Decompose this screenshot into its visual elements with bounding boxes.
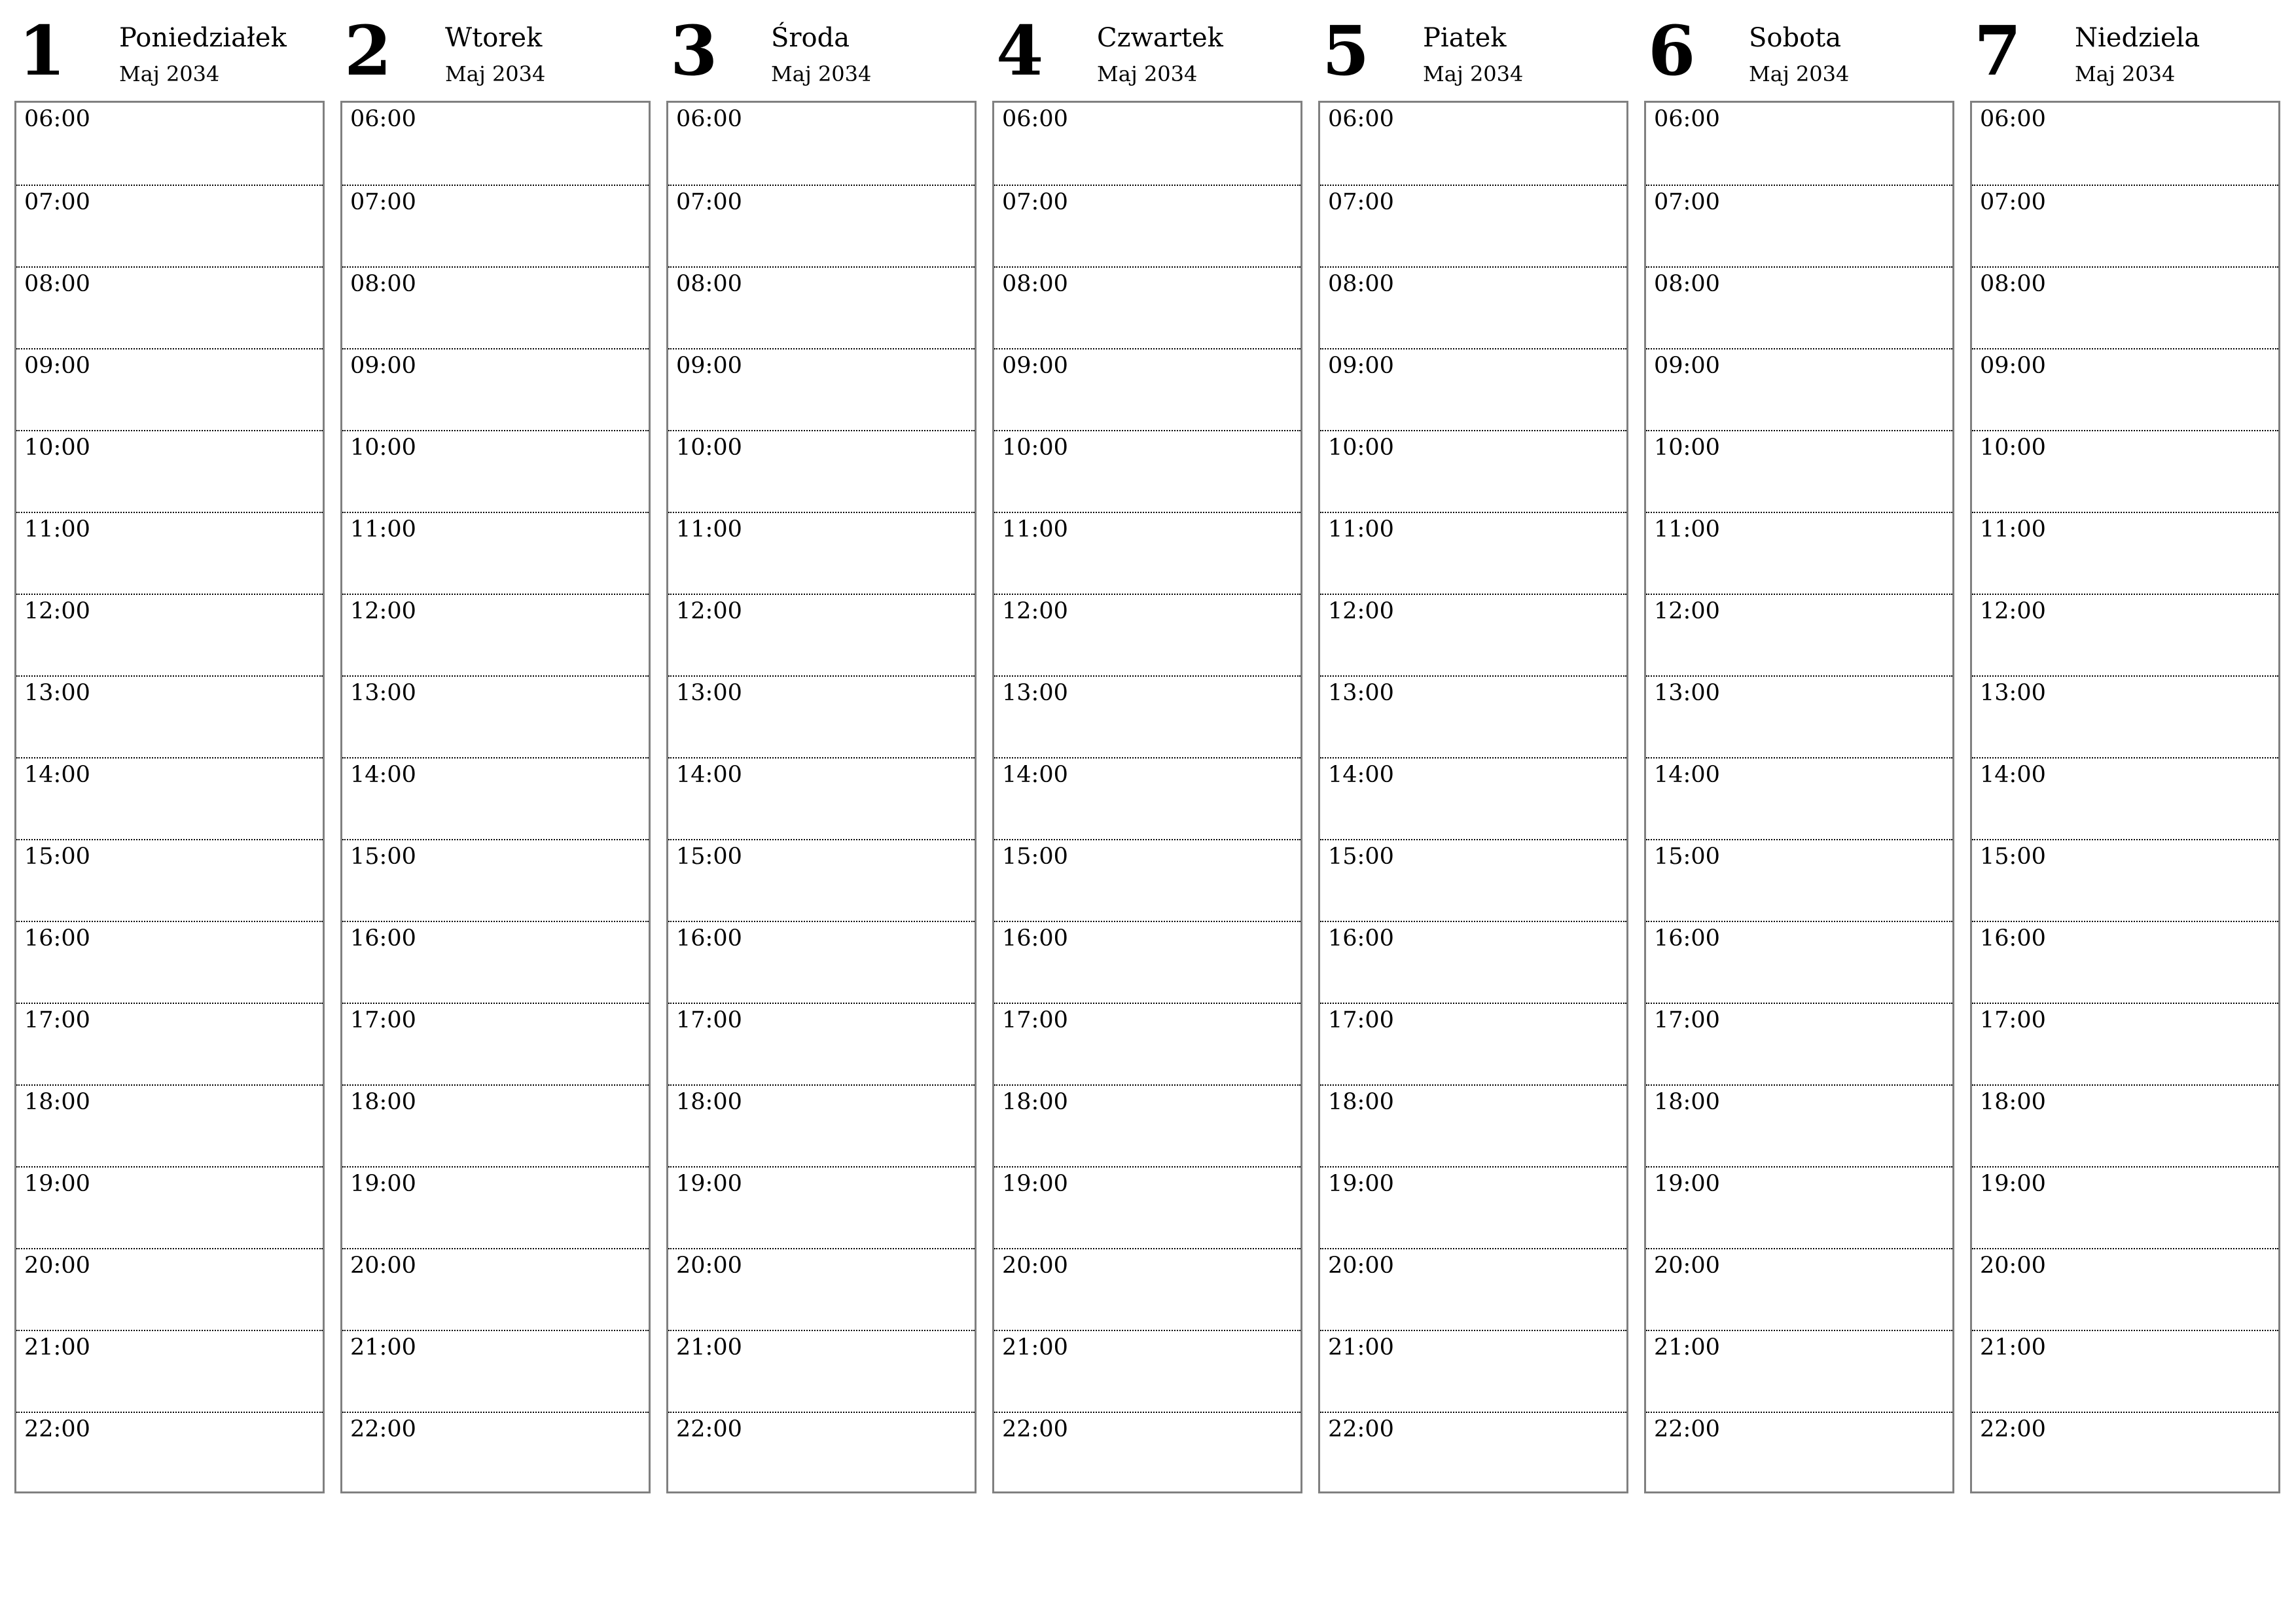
hour-label: 09:00 xyxy=(676,353,742,379)
hour-slot[interactable] xyxy=(668,185,975,266)
day-name: Piatek xyxy=(1423,23,1507,53)
hour-slot[interactable] xyxy=(994,839,1300,921)
hour-label: 14:00 xyxy=(1654,762,1720,788)
hour-slot[interactable] xyxy=(342,430,649,512)
day-header xyxy=(340,0,653,99)
hour-slot[interactable] xyxy=(994,1248,1300,1330)
day-month-label: Maj 2034 xyxy=(1749,62,1850,86)
hour-slot[interactable] xyxy=(668,348,975,430)
day-header xyxy=(1644,0,1957,99)
hour-slot[interactable] xyxy=(342,757,649,839)
hour-label: 06:00 xyxy=(24,106,90,132)
day-schedule xyxy=(14,101,325,1493)
hour-label: 19:00 xyxy=(350,1171,416,1197)
day-number: 3 xyxy=(670,10,718,91)
hour-label: 22:00 xyxy=(676,1416,742,1442)
day-header xyxy=(1970,0,2283,99)
hour-label: 12:00 xyxy=(1002,598,1068,624)
day-month-label: Maj 2034 xyxy=(1423,62,1524,86)
hour-label: 17:00 xyxy=(676,1007,742,1033)
hour-label: 06:00 xyxy=(1002,106,1068,132)
hour-slot[interactable] xyxy=(1972,1330,2278,1412)
hour-label: 08:00 xyxy=(1002,271,1068,297)
hour-label: 15:00 xyxy=(350,844,416,870)
hour-slot[interactable] xyxy=(1320,839,1626,921)
hour-slot[interactable] xyxy=(668,512,975,594)
hour-slot[interactable] xyxy=(1972,348,2278,430)
hour-slot[interactable] xyxy=(1972,921,2278,1003)
hour-slot[interactable] xyxy=(994,348,1300,430)
hour-slot[interactable] xyxy=(16,103,323,185)
hour-slot[interactable] xyxy=(668,675,975,757)
hour-slot[interactable] xyxy=(342,921,649,1003)
hour-slot[interactable] xyxy=(342,1166,649,1248)
day-header xyxy=(992,0,1305,99)
hour-label: 13:00 xyxy=(1980,680,2046,706)
hour-label: 14:00 xyxy=(676,762,742,788)
day-schedule xyxy=(1644,101,1954,1493)
hour-slot[interactable] xyxy=(16,594,323,675)
hour-slot[interactable] xyxy=(1972,103,2278,185)
weekly-planner xyxy=(14,0,2292,1505)
hour-label: 11:00 xyxy=(1654,516,1720,543)
day-name: Wtorek xyxy=(445,23,543,53)
hour-slot[interactable] xyxy=(994,103,1300,185)
hour-slot[interactable] xyxy=(1320,348,1626,430)
hour-label: 17:00 xyxy=(350,1007,416,1033)
hour-slot[interactable] xyxy=(16,1166,323,1248)
hour-slot[interactable] xyxy=(668,594,975,675)
day-header xyxy=(1318,0,1631,99)
hour-slot[interactable] xyxy=(16,1084,323,1166)
hour-slot[interactable] xyxy=(342,839,649,921)
hour-label: 07:00 xyxy=(1980,189,2046,215)
hour-slot[interactable] xyxy=(16,839,323,921)
day-column xyxy=(992,0,1305,1505)
hour-label: 19:00 xyxy=(1980,1171,2046,1197)
hour-slot[interactable] xyxy=(994,185,1300,266)
day-schedule xyxy=(666,101,977,1493)
day-column xyxy=(1318,0,1631,1505)
hour-label: 16:00 xyxy=(1002,925,1068,952)
hour-slot[interactable] xyxy=(1972,1166,2278,1248)
day-column xyxy=(1644,0,1957,1505)
hour-slot[interactable] xyxy=(1320,1166,1626,1248)
hour-label: 14:00 xyxy=(1328,762,1394,788)
hour-slot[interactable] xyxy=(1320,1412,1626,1493)
hour-slot[interactable] xyxy=(1646,675,1952,757)
hour-slot[interactable] xyxy=(16,348,323,430)
hour-label: 11:00 xyxy=(1328,516,1394,543)
hour-slot[interactable] xyxy=(342,1330,649,1412)
hour-label: 10:00 xyxy=(350,435,416,461)
hour-label: 20:00 xyxy=(24,1253,90,1279)
hour-slot[interactable] xyxy=(1646,839,1952,921)
hour-label: 09:00 xyxy=(1654,353,1720,379)
day-column xyxy=(666,0,979,1505)
hour-slot[interactable] xyxy=(668,430,975,512)
hour-label: 20:00 xyxy=(676,1253,742,1279)
hour-slot[interactable] xyxy=(1646,1330,1952,1412)
hour-label: 09:00 xyxy=(1328,353,1394,379)
hour-label: 15:00 xyxy=(24,844,90,870)
hour-label: 21:00 xyxy=(1002,1334,1068,1361)
hour-label: 10:00 xyxy=(1002,435,1068,461)
hour-label: 17:00 xyxy=(1328,1007,1394,1033)
hour-slot[interactable] xyxy=(1646,594,1952,675)
hour-slot[interactable] xyxy=(994,266,1300,348)
hour-slot[interactable] xyxy=(16,757,323,839)
hour-label: 10:00 xyxy=(676,435,742,461)
hour-label: 22:00 xyxy=(1654,1416,1720,1442)
hour-slot[interactable] xyxy=(16,921,323,1003)
day-number: 1 xyxy=(18,10,66,91)
hour-slot[interactable] xyxy=(1646,1003,1952,1084)
hour-slot[interactable] xyxy=(16,266,323,348)
hour-label: 21:00 xyxy=(676,1334,742,1361)
day-header xyxy=(666,0,979,99)
hour-label: 17:00 xyxy=(1980,1007,2046,1033)
hour-label: 09:00 xyxy=(1980,353,2046,379)
hour-label: 13:00 xyxy=(1654,680,1720,706)
hour-label: 10:00 xyxy=(1980,435,2046,461)
hour-slot[interactable] xyxy=(1320,1248,1626,1330)
hour-label: 10:00 xyxy=(24,435,90,461)
hour-slot[interactable] xyxy=(1972,266,2278,348)
hour-label: 18:00 xyxy=(1002,1089,1068,1115)
hour-label: 08:00 xyxy=(1980,271,2046,297)
hour-label: 21:00 xyxy=(350,1334,416,1361)
hour-label: 07:00 xyxy=(1654,189,1720,215)
hour-label: 06:00 xyxy=(676,106,742,132)
day-schedule xyxy=(992,101,1302,1493)
hour-slot[interactable] xyxy=(1320,675,1626,757)
hour-label: 16:00 xyxy=(24,925,90,952)
hour-slot[interactable] xyxy=(668,839,975,921)
hour-label: 15:00 xyxy=(1654,844,1720,870)
hour-label: 22:00 xyxy=(1980,1416,2046,1442)
hour-slot[interactable] xyxy=(1320,1330,1626,1412)
hour-slot[interactable] xyxy=(1320,185,1626,266)
hour-label: 08:00 xyxy=(1328,271,1394,297)
hour-slot[interactable] xyxy=(16,512,323,594)
hour-slot[interactable] xyxy=(1320,512,1626,594)
hour-label: 20:00 xyxy=(1654,1253,1720,1279)
hour-slot[interactable] xyxy=(668,1330,975,1412)
hour-label: 11:00 xyxy=(350,516,416,543)
hour-label: 20:00 xyxy=(1002,1253,1068,1279)
hour-label: 13:00 xyxy=(1002,680,1068,706)
hour-label: 09:00 xyxy=(1002,353,1068,379)
hour-label: 16:00 xyxy=(1980,925,2046,952)
hour-slot[interactable] xyxy=(1972,185,2278,266)
hour-slot[interactable] xyxy=(1972,675,2278,757)
day-column xyxy=(14,0,327,1505)
hour-label: 22:00 xyxy=(1002,1416,1068,1442)
hour-slot[interactable] xyxy=(668,1412,975,1493)
hour-label: 08:00 xyxy=(350,271,416,297)
hour-slot[interactable] xyxy=(1972,430,2278,512)
hour-slot[interactable] xyxy=(994,921,1300,1003)
hour-slot[interactable] xyxy=(668,103,975,185)
hour-label: 20:00 xyxy=(350,1253,416,1279)
hour-label: 11:00 xyxy=(24,516,90,543)
hour-slot[interactable] xyxy=(1972,1412,2278,1493)
hour-label: 06:00 xyxy=(1654,106,1720,132)
hour-slot[interactable] xyxy=(994,1084,1300,1166)
hour-slot[interactable] xyxy=(668,1084,975,1166)
day-name: Czwartek xyxy=(1097,23,1223,53)
hour-label: 16:00 xyxy=(1654,925,1720,952)
hour-slot[interactable] xyxy=(1972,512,2278,594)
day-name: Niedziela xyxy=(2075,23,2200,53)
hour-label: 17:00 xyxy=(1002,1007,1068,1033)
hour-slot[interactable] xyxy=(668,1166,975,1248)
hour-slot[interactable] xyxy=(994,430,1300,512)
hour-slot[interactable] xyxy=(1972,1248,2278,1330)
hour-slot[interactable] xyxy=(342,185,649,266)
hour-label: 15:00 xyxy=(676,844,742,870)
hour-slot[interactable] xyxy=(1972,594,2278,675)
hour-slot[interactable] xyxy=(1646,348,1952,430)
hour-label: 21:00 xyxy=(24,1334,90,1361)
hour-label: 06:00 xyxy=(1328,106,1394,132)
day-column xyxy=(340,0,653,1505)
hour-slot[interactable] xyxy=(1320,1003,1626,1084)
hour-slot[interactable] xyxy=(1646,103,1952,185)
hour-slot[interactable] xyxy=(994,1003,1300,1084)
hour-slot[interactable] xyxy=(342,1003,649,1084)
day-schedule xyxy=(340,101,651,1493)
hour-slot[interactable] xyxy=(668,921,975,1003)
hour-label: 16:00 xyxy=(350,925,416,952)
day-month-label: Maj 2034 xyxy=(119,62,220,86)
hour-label: 18:00 xyxy=(1654,1089,1720,1115)
hour-slot[interactable] xyxy=(342,675,649,757)
hour-label: 09:00 xyxy=(350,353,416,379)
hour-label: 12:00 xyxy=(24,598,90,624)
hour-slot[interactable] xyxy=(1646,1084,1952,1166)
hour-label: 15:00 xyxy=(1328,844,1394,870)
hour-slot[interactable] xyxy=(1320,921,1626,1003)
hour-slot[interactable] xyxy=(1646,1166,1952,1248)
hour-slot[interactable] xyxy=(16,1330,323,1412)
day-name: Sobota xyxy=(1749,23,1842,53)
hour-slot[interactable] xyxy=(1320,757,1626,839)
hour-slot[interactable] xyxy=(16,430,323,512)
hour-label: 18:00 xyxy=(676,1089,742,1115)
hour-label: 12:00 xyxy=(1654,598,1720,624)
hour-slot[interactable] xyxy=(1320,103,1626,185)
day-name: Środa xyxy=(771,23,850,53)
hour-slot[interactable] xyxy=(994,757,1300,839)
hour-label: 18:00 xyxy=(350,1089,416,1115)
hour-label: 06:00 xyxy=(350,106,416,132)
day-month-label: Maj 2034 xyxy=(445,62,546,86)
hour-label: 19:00 xyxy=(1654,1171,1720,1197)
hour-label: 21:00 xyxy=(1980,1334,2046,1361)
day-month-label: Maj 2034 xyxy=(771,62,872,86)
hour-label: 19:00 xyxy=(1002,1171,1068,1197)
hour-slot[interactable] xyxy=(668,1248,975,1330)
hour-label: 07:00 xyxy=(676,189,742,215)
hour-label: 14:00 xyxy=(1980,762,2046,788)
hour-label: 16:00 xyxy=(676,925,742,952)
hour-slot[interactable] xyxy=(342,1084,649,1166)
day-number: 4 xyxy=(996,10,1044,91)
hour-label: 19:00 xyxy=(676,1171,742,1197)
hour-slot[interactable] xyxy=(994,1166,1300,1248)
hour-label: 21:00 xyxy=(1654,1334,1720,1361)
day-number: 7 xyxy=(1974,10,2022,91)
hour-slot[interactable] xyxy=(16,1003,323,1084)
hour-label: 15:00 xyxy=(1980,844,2046,870)
hour-slot[interactable] xyxy=(994,512,1300,594)
hour-slot[interactable] xyxy=(342,266,649,348)
hour-slot[interactable] xyxy=(342,348,649,430)
hour-slot[interactable] xyxy=(1320,1084,1626,1166)
day-column xyxy=(1970,0,2283,1505)
hour-slot[interactable] xyxy=(16,675,323,757)
day-number: 2 xyxy=(344,10,392,91)
hour-label: 11:00 xyxy=(1002,516,1068,543)
hour-slot[interactable] xyxy=(1972,757,2278,839)
hour-label: 22:00 xyxy=(350,1416,416,1442)
hour-label: 12:00 xyxy=(676,598,742,624)
hour-slot[interactable] xyxy=(1646,1248,1952,1330)
hour-slot[interactable] xyxy=(1646,266,1952,348)
hour-label: 16:00 xyxy=(1328,925,1394,952)
day-number: 5 xyxy=(1322,10,1370,91)
hour-slot[interactable] xyxy=(994,594,1300,675)
hour-slot[interactable] xyxy=(342,1248,649,1330)
hour-label: 12:00 xyxy=(1980,598,2046,624)
hour-slot[interactable] xyxy=(342,103,649,185)
hour-label: 07:00 xyxy=(350,189,416,215)
hour-label: 21:00 xyxy=(1328,1334,1394,1361)
hour-label: 10:00 xyxy=(1654,435,1720,461)
hour-label: 18:00 xyxy=(1980,1089,2046,1115)
hour-label: 18:00 xyxy=(24,1089,90,1115)
hour-label: 08:00 xyxy=(1654,271,1720,297)
hour-slot[interactable] xyxy=(668,757,975,839)
hour-slot[interactable] xyxy=(1646,430,1952,512)
hour-label: 13:00 xyxy=(24,680,90,706)
hour-label: 20:00 xyxy=(1328,1253,1394,1279)
day-month-label: Maj 2034 xyxy=(1097,62,1198,86)
hour-slot[interactable] xyxy=(668,266,975,348)
hour-label: 08:00 xyxy=(676,271,742,297)
hour-slot[interactable] xyxy=(1972,839,2278,921)
hour-label: 22:00 xyxy=(1328,1416,1394,1442)
hour-label: 22:00 xyxy=(24,1416,90,1442)
day-schedule xyxy=(1970,101,2280,1493)
hour-label: 17:00 xyxy=(1654,1007,1720,1033)
hour-slot[interactable] xyxy=(16,185,323,266)
hour-label: 12:00 xyxy=(1328,598,1394,624)
hour-label: 17:00 xyxy=(24,1007,90,1033)
hour-label: 12:00 xyxy=(350,598,416,624)
hour-label: 07:00 xyxy=(1002,189,1068,215)
hour-label: 19:00 xyxy=(1328,1171,1394,1197)
day-number: 6 xyxy=(1648,10,1696,91)
hour-slot[interactable] xyxy=(16,1412,323,1493)
hour-slot[interactable] xyxy=(1646,185,1952,266)
hour-slot[interactable] xyxy=(1646,1412,1952,1493)
hour-label: 14:00 xyxy=(1002,762,1068,788)
hour-label: 07:00 xyxy=(24,189,90,215)
hour-slot[interactable] xyxy=(1972,1084,2278,1166)
hour-slot[interactable] xyxy=(342,1412,649,1493)
hour-slot[interactable] xyxy=(668,1003,975,1084)
hour-label: 09:00 xyxy=(24,353,90,379)
hour-slot[interactable] xyxy=(1646,512,1952,594)
hour-label: 13:00 xyxy=(1328,680,1394,706)
hour-label: 13:00 xyxy=(350,680,416,706)
hour-label: 14:00 xyxy=(24,762,90,788)
hour-slot[interactable] xyxy=(1320,430,1626,512)
hour-slot[interactable] xyxy=(1320,594,1626,675)
hour-slot[interactable] xyxy=(994,1412,1300,1493)
hour-label: 20:00 xyxy=(1980,1253,2046,1279)
hour-slot[interactable] xyxy=(342,512,649,594)
hour-slot[interactable] xyxy=(1646,921,1952,1003)
hour-label: 08:00 xyxy=(24,271,90,297)
hour-slot[interactable] xyxy=(994,1330,1300,1412)
hour-slot[interactable] xyxy=(16,1248,323,1330)
hour-slot[interactable] xyxy=(1646,757,1952,839)
day-name: Poniedziałek xyxy=(119,23,287,53)
hour-label: 18:00 xyxy=(1328,1089,1394,1115)
hour-slot[interactable] xyxy=(1320,266,1626,348)
hour-label: 10:00 xyxy=(1328,435,1394,461)
day-header xyxy=(14,0,327,99)
hour-slot[interactable] xyxy=(342,594,649,675)
hour-slot[interactable] xyxy=(994,675,1300,757)
hour-label: 06:00 xyxy=(1980,106,2046,132)
hour-label: 11:00 xyxy=(1980,516,2046,543)
hour-label: 19:00 xyxy=(24,1171,90,1197)
hour-label: 13:00 xyxy=(676,680,742,706)
hour-slot[interactable] xyxy=(1972,1003,2278,1084)
hour-label: 11:00 xyxy=(676,516,742,543)
day-schedule xyxy=(1318,101,1628,1493)
hour-label: 15:00 xyxy=(1002,844,1068,870)
hour-label: 07:00 xyxy=(1328,189,1394,215)
day-month-label: Maj 2034 xyxy=(2075,62,2176,86)
hour-label: 14:00 xyxy=(350,762,416,788)
